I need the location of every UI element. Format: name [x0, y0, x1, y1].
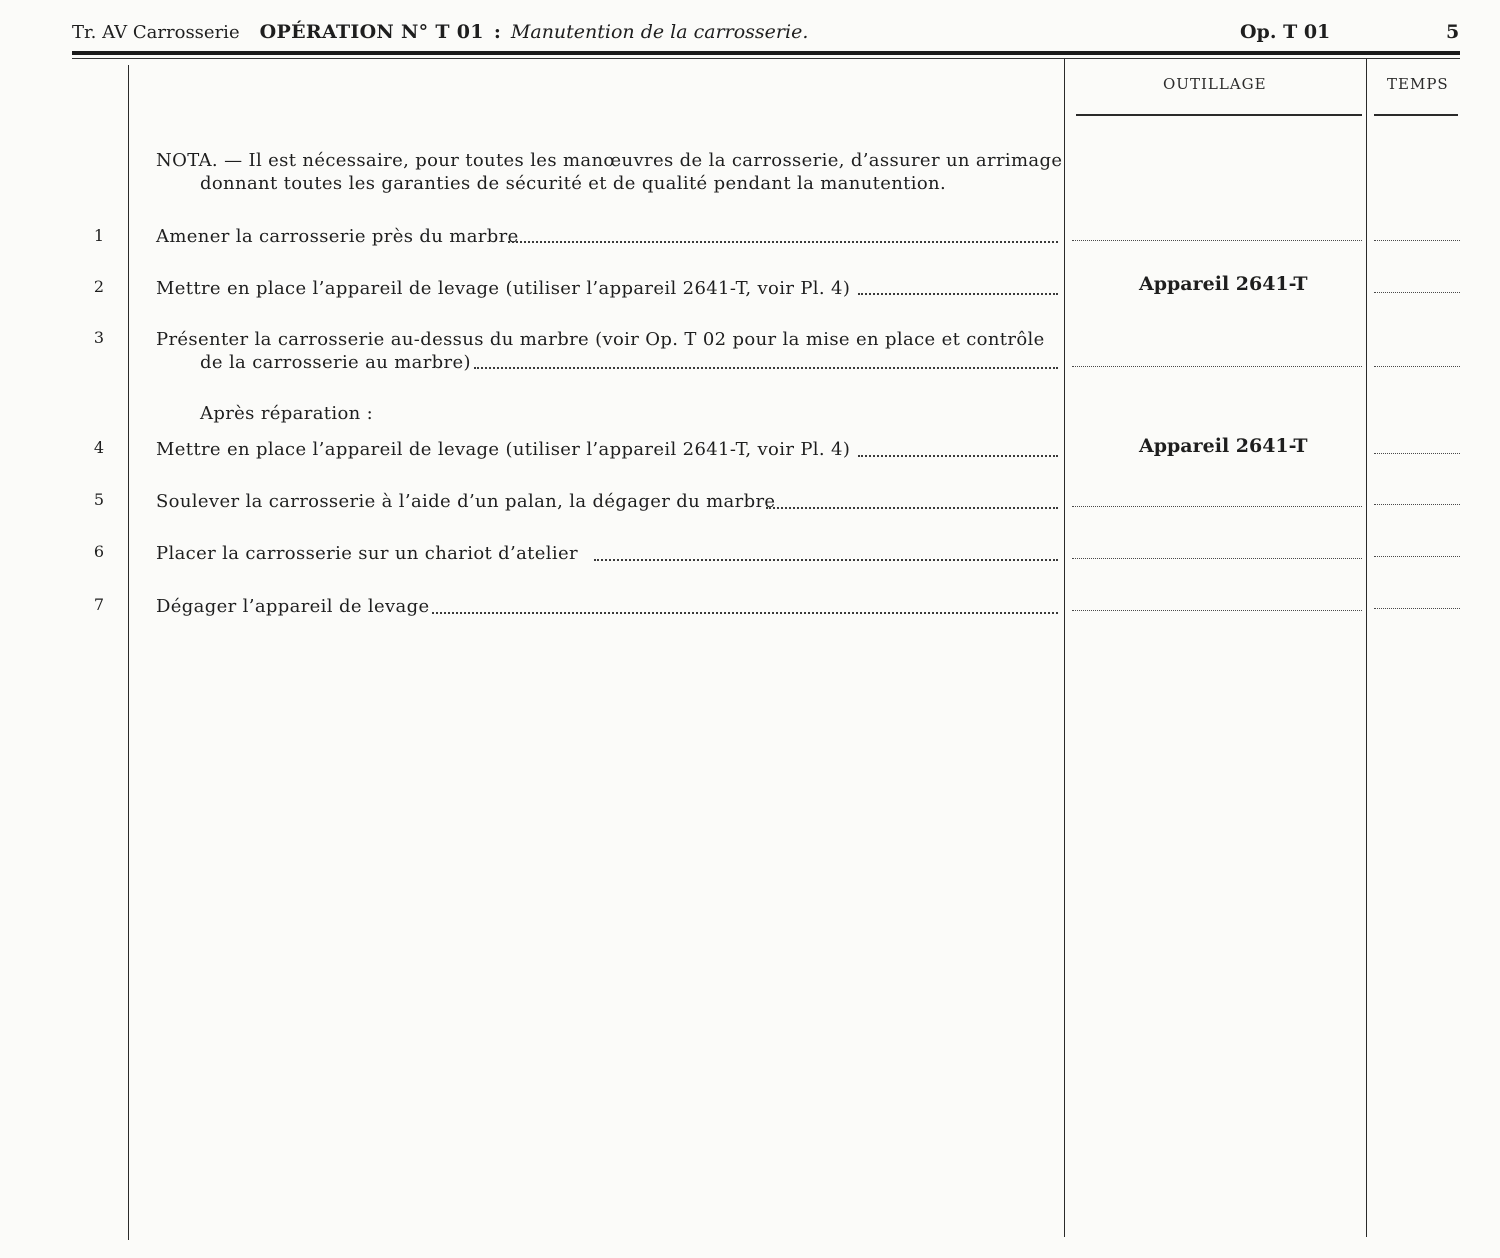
operation-title: Manutention de la carrosserie. — [510, 21, 809, 43]
dot-leader — [858, 293, 1058, 295]
time-blank-line — [1374, 366, 1460, 367]
time-header-underline — [1374, 114, 1458, 116]
step-number: 3 — [93, 328, 105, 347]
time-blank-line — [1374, 556, 1460, 557]
time-column-divider — [1366, 59, 1367, 1237]
step-text: Placer la carrosserie sur un chariot d’atelier — [156, 543, 578, 564]
time-blank-line — [1374, 292, 1460, 293]
dot-leader — [594, 559, 1058, 561]
page-header — [72, 18, 808, 47]
tools-column-divider — [1064, 59, 1065, 1237]
step-text: Soulever la carrosserie à l’aide d’un palan, la dégager du marbre — [156, 491, 776, 512]
header-rule-thin — [72, 58, 1460, 59]
tools-blank-line — [1072, 558, 1362, 559]
tools-blank-line — [1072, 506, 1362, 507]
tools-blank-line — [1072, 610, 1362, 611]
time-blank-line — [1374, 608, 1460, 609]
operation-reference: Op. T 01 — [1240, 21, 1331, 43]
step-number: 5 — [93, 490, 105, 509]
step-number: 4 — [93, 438, 105, 457]
header-rule — [72, 51, 1460, 55]
time-column-header: TEMPS — [1387, 75, 1449, 93]
step-text: Amener la carrosserie près du marbre — [156, 226, 519, 247]
section-label: Tr. AV Carrosserie — [72, 22, 240, 43]
tool-name: Appareil 2641-T — [1139, 273, 1308, 295]
step-number: 7 — [93, 595, 105, 614]
step-number: 6 — [93, 542, 105, 561]
step-text: Mettre en place l’appareil de levage (utiliser l’appareil 2641-T, voir Pl. 4) — [156, 278, 851, 299]
dot-leader — [508, 241, 1058, 243]
step-text: Mettre en place l’appareil de levage (utiliser l’appareil 2641-T, voir Pl. 4) — [156, 439, 851, 460]
number-column-divider — [128, 65, 129, 1240]
step-text: Dégager l’appareil de levage — [156, 596, 430, 617]
nota-line-1: NOTA. — Il est nécessaire, pour toutes les manœuvres de la carrosserie, d’assurer un arrimage — [156, 150, 1063, 171]
nota-line-2: donnant toutes les garanties de sécurité et de qualité pendant la manutention. — [200, 173, 947, 194]
dot-leader — [474, 367, 1058, 369]
step-text-continued: de la carrosserie au marbre) — [200, 352, 471, 373]
time-blank-line — [1374, 453, 1460, 454]
subheading-after-repair: Après réparation : — [200, 403, 374, 424]
step-number: 2 — [93, 277, 105, 296]
step-number: 1 — [93, 226, 105, 245]
time-blank-line — [1374, 240, 1460, 241]
tools-column-header: OUTILLAGE — [1163, 75, 1267, 93]
step-text: Présenter la carrosserie au-dessus du marbre (voir Op. T 02 pour la mise en place et contrôle — [156, 329, 1045, 350]
tools-header-underline — [1076, 114, 1362, 116]
header-separator: : — [493, 21, 501, 43]
dot-leader — [432, 612, 1058, 614]
tools-blank-line — [1072, 240, 1362, 241]
dot-leader — [858, 455, 1058, 457]
page-number: 5 — [1446, 21, 1460, 43]
tool-name: Appareil 2641-T — [1139, 435, 1308, 457]
dot-leader — [766, 507, 1058, 509]
time-blank-line — [1374, 504, 1460, 505]
tools-blank-line — [1072, 366, 1362, 367]
operation-number: OPÉRATION N° T 01 — [259, 21, 484, 43]
